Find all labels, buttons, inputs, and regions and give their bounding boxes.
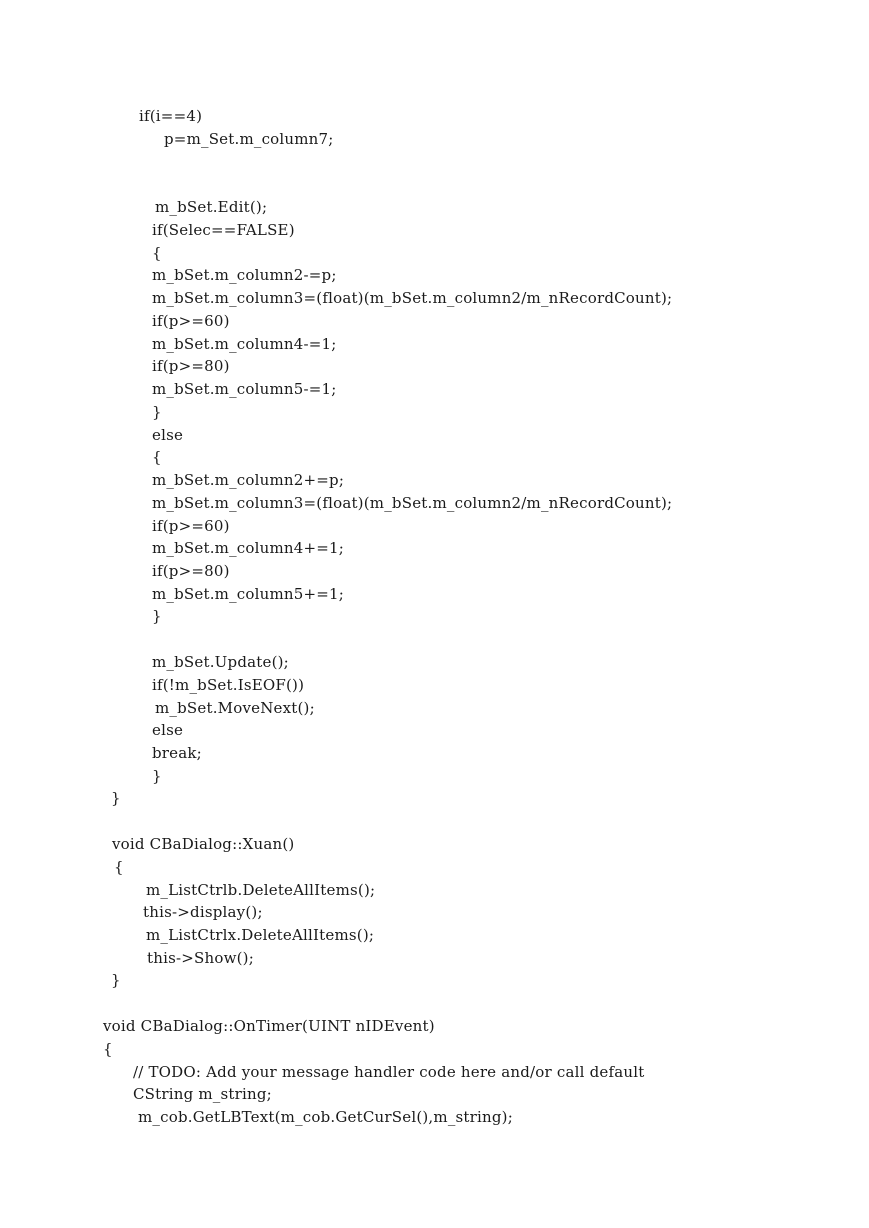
code-line: m_ListCtrlb.DeleteAllItems(); bbox=[146, 881, 376, 899]
code-line: if(Selec==FALSE) bbox=[152, 221, 295, 239]
code-line: m_ListCtrlx.DeleteAllItems(); bbox=[146, 926, 375, 944]
code-line: m_bSet.Update(); bbox=[152, 653, 289, 671]
code-line: { bbox=[152, 244, 162, 262]
code-line: } bbox=[111, 789, 121, 807]
code-line: } bbox=[152, 607, 162, 625]
code-line: break; bbox=[152, 744, 202, 762]
code-line: { bbox=[152, 448, 162, 466]
code-line: m_bSet.m_column4+=1; bbox=[152, 539, 345, 557]
code-line: if(i==4) bbox=[139, 107, 203, 125]
code-line: m_bSet.m_column3=(float)(m_bSet.m_column2/m_nRecordCount); bbox=[152, 494, 673, 512]
code-line: { bbox=[114, 858, 124, 876]
code-line: m_bSet.m_column2-=p; bbox=[152, 266, 337, 284]
code-line: m_bSet.MoveNext(); bbox=[155, 699, 315, 717]
code-line: this->Show(); bbox=[147, 949, 254, 967]
code-line: if(!m_bSet.IsEOF()) bbox=[152, 676, 305, 694]
code-line: } bbox=[152, 403, 162, 421]
code-line: if(p>=60) bbox=[152, 517, 230, 535]
code-line: { bbox=[103, 1040, 113, 1058]
code-line: p=m_Set.m_column7; bbox=[164, 130, 334, 148]
code-line: m_bSet.m_column4-=1; bbox=[152, 335, 337, 353]
code-line: m_bSet.m_column5+=1; bbox=[152, 585, 345, 603]
code-line: m_bSet.m_column3=(float)(m_bSet.m_column2/m_nRecordCount); bbox=[152, 289, 673, 307]
code-line: m_bSet.Edit(); bbox=[155, 198, 268, 216]
code-line: else bbox=[152, 721, 184, 739]
code-line: // TODO: Add your message handler code here and/or call default bbox=[133, 1063, 645, 1081]
code-line: if(p>=80) bbox=[152, 562, 230, 580]
code-line: void CBaDialog::OnTimer(UINT nIDEvent) bbox=[103, 1017, 435, 1035]
code-line: if(p>=60) bbox=[152, 312, 230, 330]
code-line: } bbox=[111, 971, 121, 989]
code-line: } bbox=[152, 767, 162, 785]
code-line: else bbox=[152, 426, 184, 444]
code-line: CString m_string; bbox=[133, 1085, 272, 1103]
code-line: m_bSet.m_column2+=p; bbox=[152, 471, 345, 489]
code-line: void CBaDialog::Xuan() bbox=[112, 835, 295, 853]
code-line: m_bSet.m_column5-=1; bbox=[152, 380, 337, 398]
code-line: this->display(); bbox=[143, 903, 263, 921]
code-line: m_cob.GetLBText(m_cob.GetCurSel(),m_string); bbox=[138, 1108, 513, 1126]
code-line: if(p>=80) bbox=[152, 357, 230, 375]
